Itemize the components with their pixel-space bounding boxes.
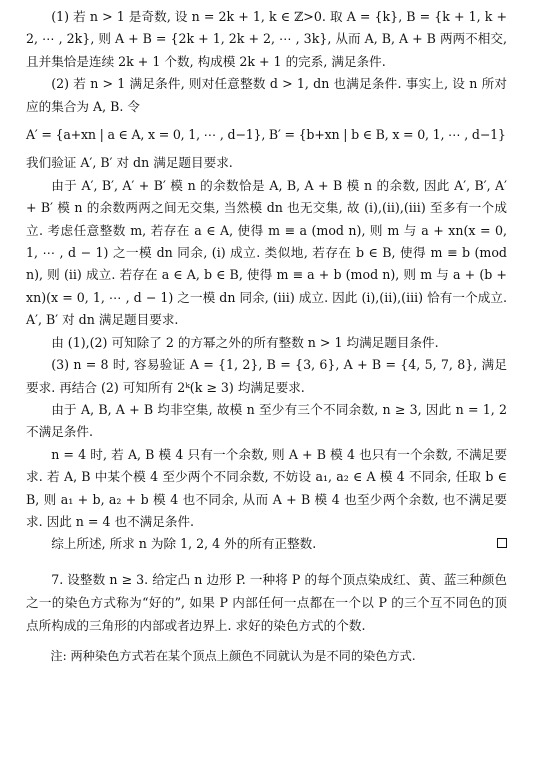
summary-line [26, 533, 507, 555]
part-3-paragraph: (3) n = 8 时, 容易验证 A = {1, 2}, B = {3, 6}, A + B = {4, 5, 7, 8}, 满足要求. 再结合 (2) 可知所有 2ᵏ(k ≥ 3) 均满足要求. [26, 357, 507, 395]
summary-paragraph: 综上所述, 所求 n 为除 1, 2, 4 外的所有正整数. [51, 536, 317, 552]
part-2-intro-paragraph: (2) 若 n > 1 满足条件, 则对任意整数 d > 1, dn 也满足条件. 事实上, 设 n 所对应的集合为 A, B. 令 [26, 76, 507, 114]
conclusion-1-2-paragraph: 由 (1),(2) 可知除了 2 的方幂之外的所有整数 n > 1 均满足题目条件. [51, 334, 439, 350]
problem-7-statement: 7. 设整数 n ≥ 3. 给定凸 n 边形 P. 一种将 P 的每个顶点染成红、黄、蓝三种颜色之一的染色方式称为“好的”, 如果 P 内部任何一点都在一个以 P 的三个互不同色的顶点所构成的三角形的内部或者边界上. 求好的染色方式的个数. [26, 571, 507, 633]
qed-box-icon [497, 538, 507, 548]
part-2-proof-paragraph: 由于 A′, B′, A′ + B′ 模 n 的余数恰是 A, B, A + B 模 n 的余数, 因此 A′, B′, A′ + B′ 模 n 的余数两两之间无交集, 当然模 dn 也无交集, 故 (i),(ii),(iii) 至多有一个成立. 考虑任意整数 m, 若存在 a ∈ A, 使得 m ≡ a (mod n), 则 m 与 a + xn(x = 0, 1, ⋯ , d − 1) 之一模 dn 同余, (i) 成立. 类似地, 若存在 b ∈ B, 使得 m ≡ b (mod n), 则 (ii) 成立. 若存在 a ∈ A, b ∈ B, 使得 m ≡ a + b (mod n), 则 m 与 a + (b + xn)(x = 0, 1, ⋯ , d − 1) 之一模 dn 同余, (iii) 成立. 因此 (i),(ii),(iii) 恰有一个成立. A′, B′ 对 dn 满足题目要求. [26, 177, 507, 328]
part-1-paragraph: (1) 若 n > 1 是奇数, 设 n = 2k + 1, k ∈ ℤ>0. 取 A = {k}, B = {k + 1, k + 2, ⋯ , 2k}, 则 A + B = {2k + 1, 2k + 2, ⋯ , 3k}, 从而 A, B, A + B 两两不相交, 且并集恰是连续 2k + 1 个数, 构成模 2k + 1 的完系, 满足条件. [26, 9, 507, 69]
verify-paragraph: 我们验证 A′, B′ 对 dn 满足题目要求. [26, 155, 233, 171]
n-equals-4-paragraph: n = 4 时, 若 A, B 模 4 只有一个余数, 则 A + B 模 4 也只有一个余数, 不满足要求. 若 A, B 中某个模 4 至少两个不同余数, 不妨设 a₁, a₂ ∈ A 模 4 不同余, 任取 b ∈ B, 则 a₁ + b, a₂ + b 模 4 也不同余, 从而 A + B 模 4 也至少两个余数, 也不满足要求. 因此 n = 4 也不满足条件. [26, 446, 507, 529]
section-gap [26, 556, 507, 568]
set-definition-formula: A′ = {a+xn | a ∈ A, x = 0, 1, ⋯ , d−1}, B′ = {b+xn | b ∈ B, x = 0, 1, ⋯ , d−1} [26, 127, 506, 143]
problem-7-note: 注: 两种染色方式若在某个顶点上颜色不同就认为是不同的染色方式. [50, 648, 416, 663]
n-small-paragraph: 由于 A, B, A + B 均非空集, 故模 n 至少有三个不同余数, n ≥ 3, 因此 n = 1, 2 不满足条件. [26, 401, 507, 440]
